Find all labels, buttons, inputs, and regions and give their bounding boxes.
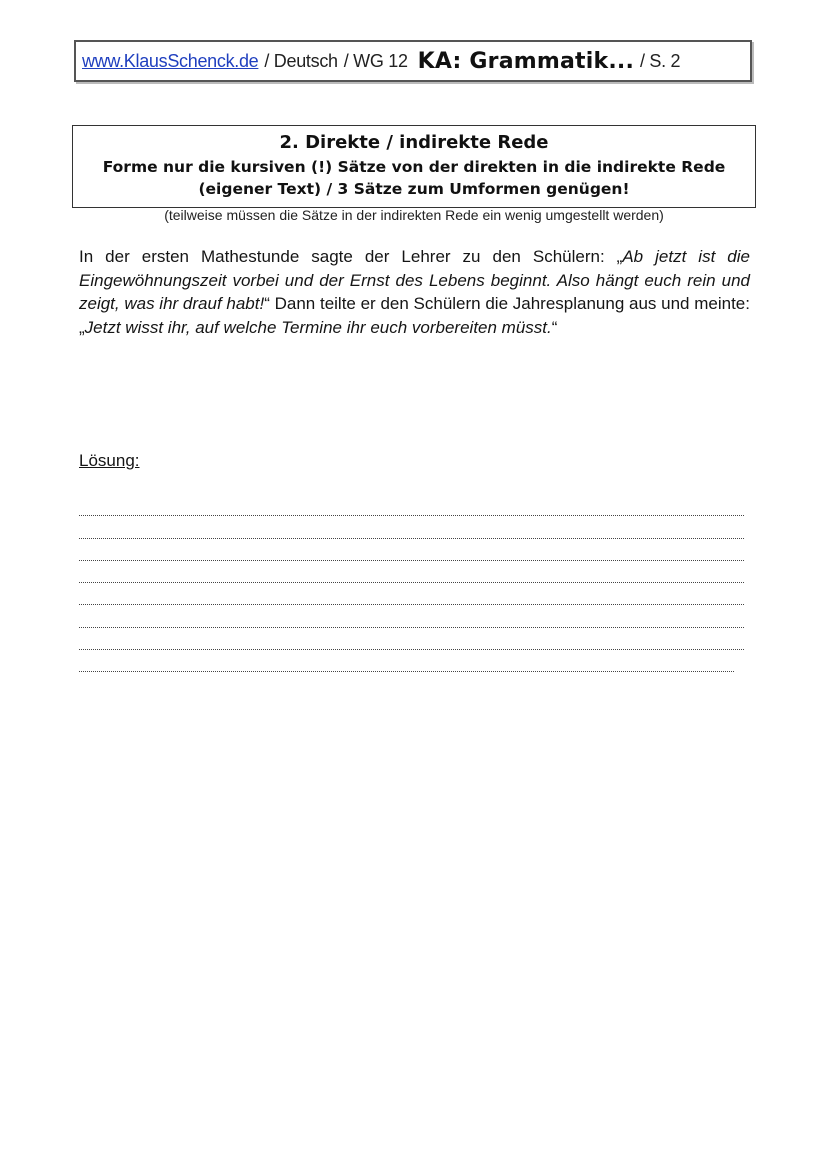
page-header	[74, 40, 752, 82]
answer-line	[79, 516, 744, 538]
answer-line	[79, 650, 734, 672]
header-subject: / Deutsch	[264, 50, 338, 71]
text-part-3: “	[551, 317, 558, 337]
italic-quote-1: Ab jetzt ist die Eingewöhnungszeit vorbei und der Ernst des Lebens beginnt. Also hängt euch rein und zeigt, was ihr drauf habt!	[79, 247, 750, 313]
solution-label: Lösung:	[79, 451, 140, 470]
answer-line	[79, 539, 744, 561]
task-box	[72, 125, 756, 208]
task-instruction-line-2: (eigener Text) / 3 Sätze zum Umformen genügen!	[198, 180, 630, 198]
answer-line	[79, 605, 744, 627]
website-link[interactable]: www.KlausSchenck.de	[82, 50, 259, 71]
task-title: 2. Direkte / indirekte Rede	[279, 132, 549, 153]
answer-line	[79, 494, 744, 516]
task-note: (teilweise müssen die Sätze in der indirekten Rede ein wenig umgestellt werden)	[164, 207, 664, 223]
header-page-number: / S. 2	[640, 50, 681, 71]
exercise-text	[79, 245, 750, 339]
answer-lines	[79, 494, 744, 672]
answer-line	[79, 628, 744, 650]
answer-line	[79, 561, 744, 583]
italic-quote-2: Jetzt wisst ihr, auf welche Termine ihr euch vorbereiten müsst.	[84, 317, 552, 337]
answer-line	[79, 583, 744, 605]
task-instruction-line-1: Forme nur die kursiven (!) Sätze von der direkten in die indirekte Rede	[102, 158, 726, 176]
text-part-2: “ Dann teilte er den Schülern die Jahresplanung aus und meinte: „	[79, 294, 750, 337]
header-title: KA: Grammatik...	[417, 48, 635, 74]
header-grade: / WG 12	[343, 50, 408, 71]
text-part-1: In der ersten Mathestunde sagte der Lehrer zu den Schülern: „	[79, 247, 623, 266]
